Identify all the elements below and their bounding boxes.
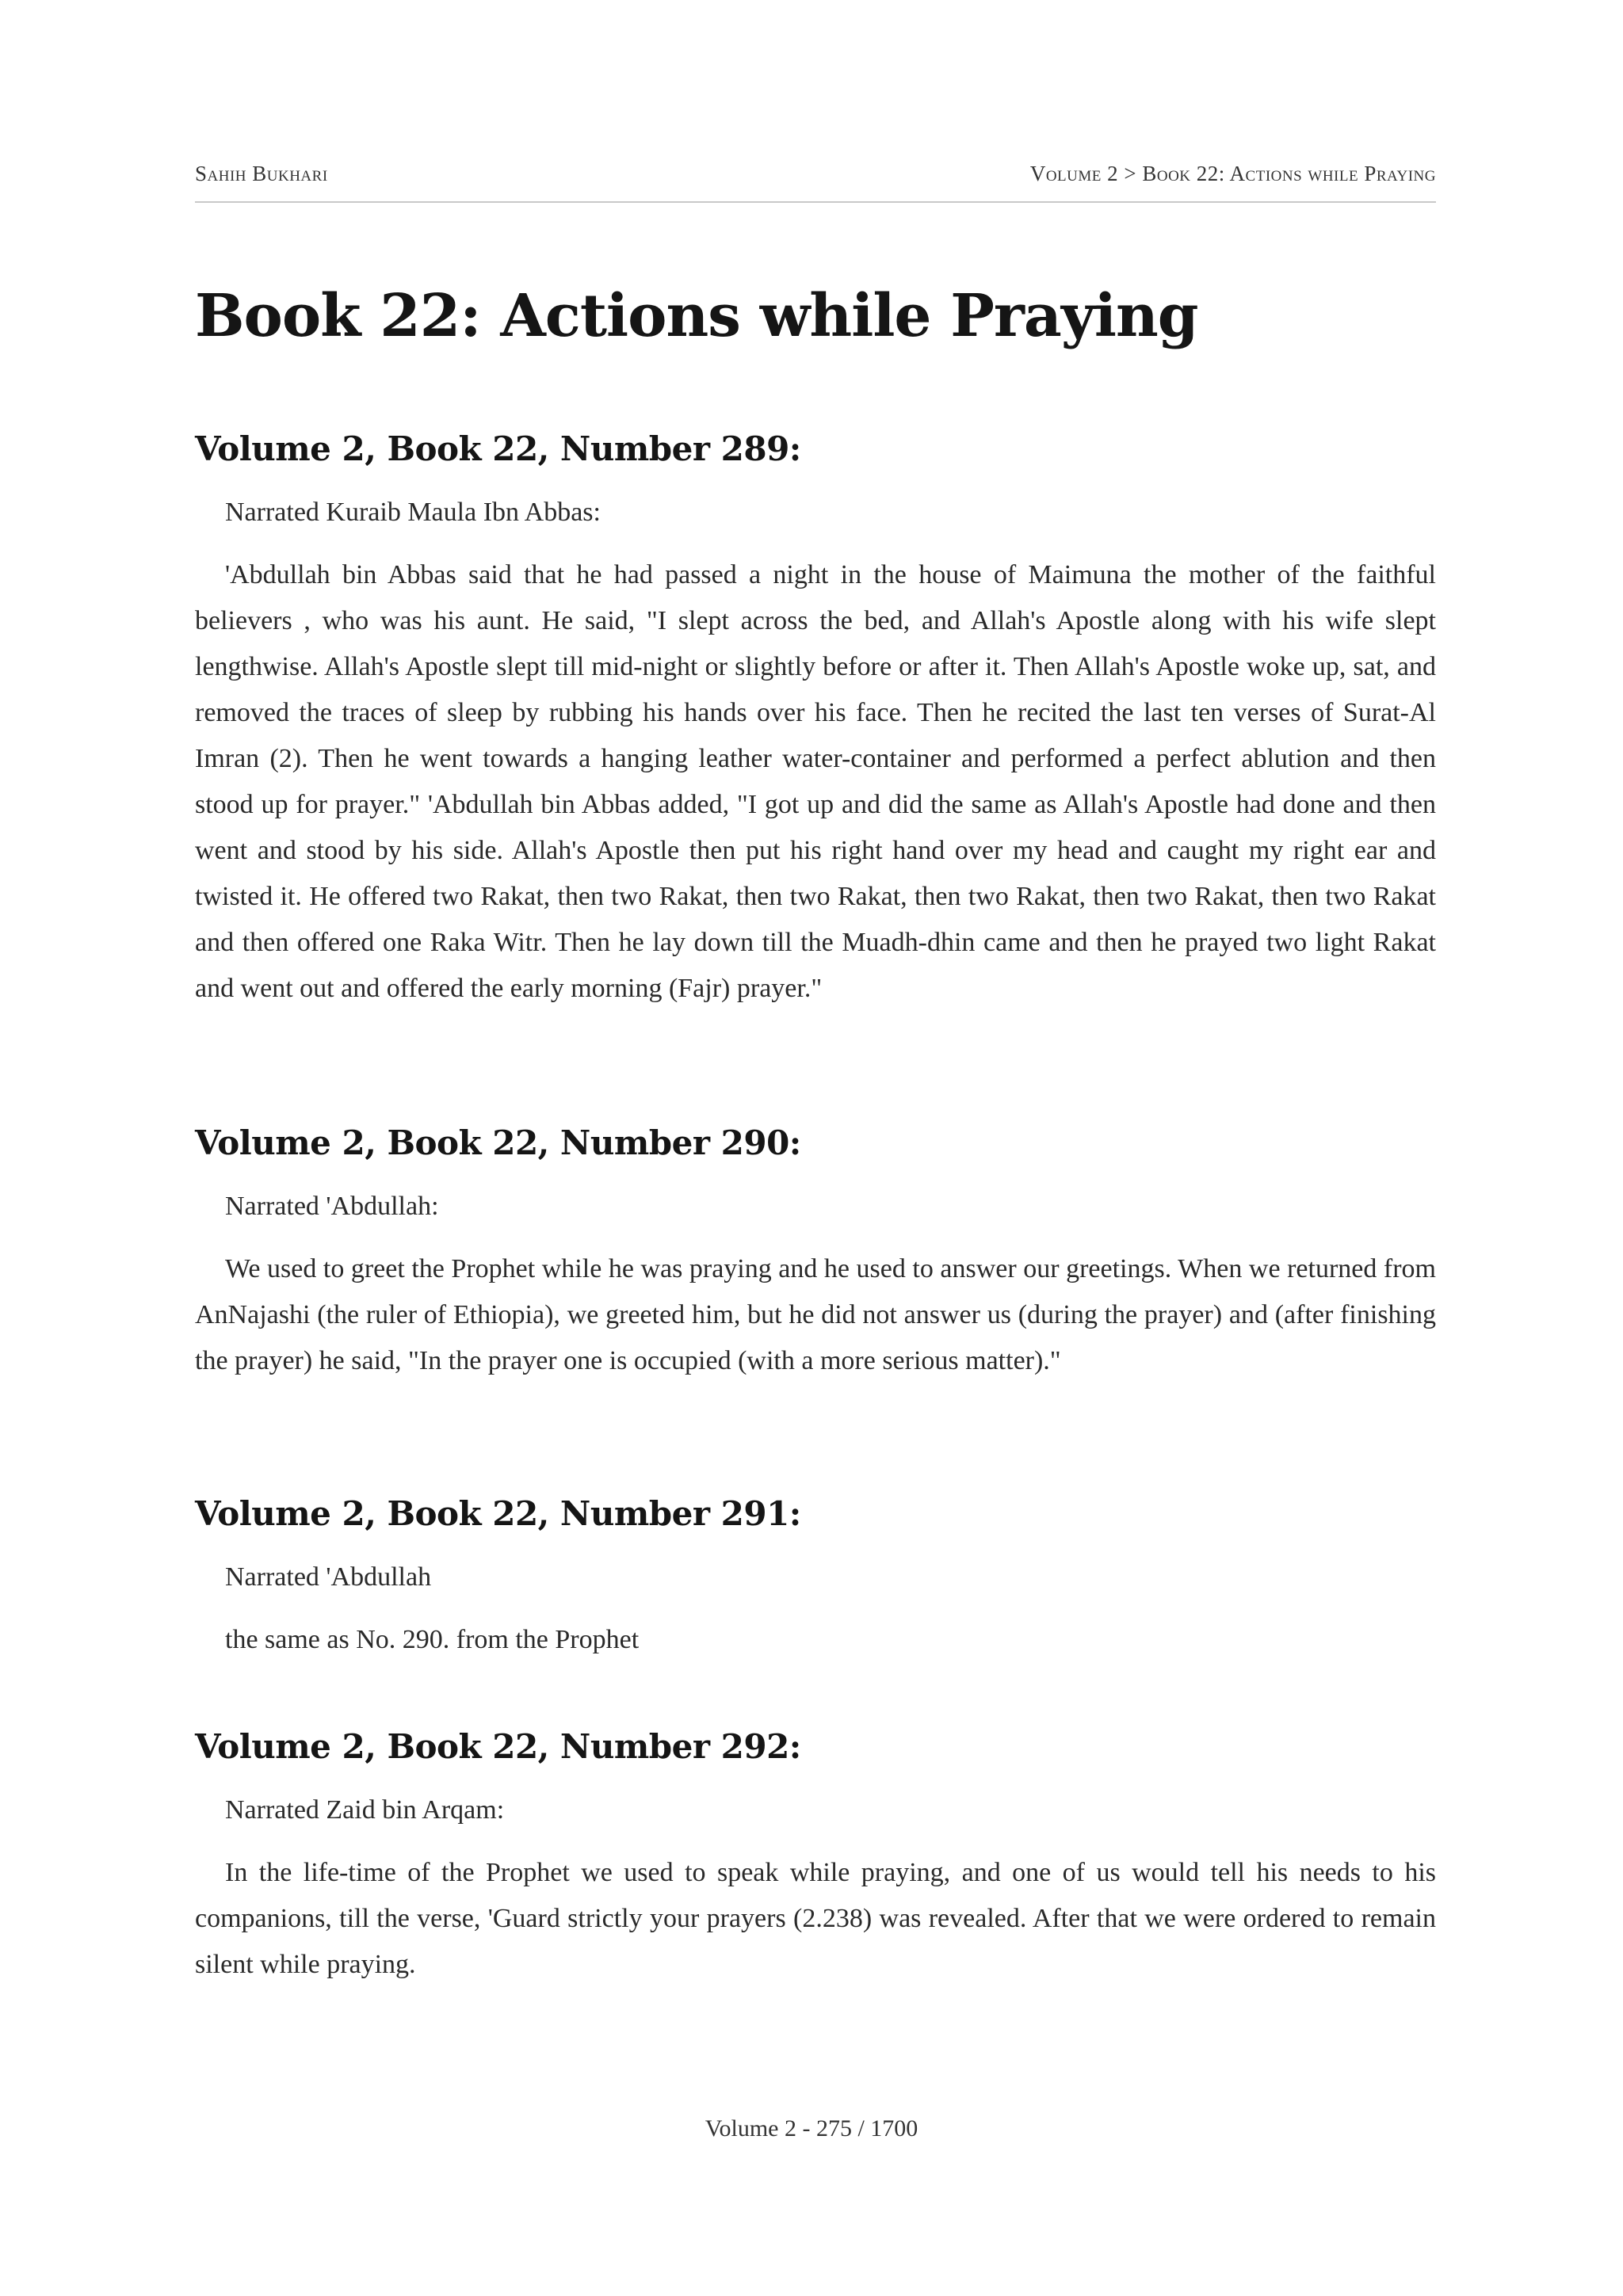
book-title: Book 22: Actions while Praying	[195, 282, 1198, 350]
hadith-heading: Volume 2, Book 22, Number 291:	[195, 1494, 801, 1533]
hadith-text: the same as No. 290. from the Prophet	[225, 1625, 640, 1654]
hadith-text: We used to greet the Prophet while he was praying and he used to answer our greetings. When we returned from AnNajashi (the ruler of Ethiopia), we greeted him, but he did not answer us (during the prayer) and (after finishing the prayer) he said, "In the prayer one is occupied (with a more serious matter)."	[195, 1254, 1436, 1375]
hadith-292	[195, 1727, 1436, 1988]
hadith-text: In the life-time of the Prophet we used to speak while praying, and one of us would tell his needs to his companions, till the verse, 'Guard strictly your prayers (2.238) was revealed. After that we were ordered to remain silent while praying.	[195, 1858, 1436, 1979]
hadith-heading: Volume 2, Book 22, Number 289:	[195, 429, 801, 468]
hadith-narrator: Narrated 'Abdullah:	[225, 1192, 439, 1221]
hadith-narrator: Narrated 'Abdullah	[225, 1562, 432, 1592]
hadith-heading: Volume 2, Book 22, Number 290:	[195, 1123, 801, 1162]
hadith-narrator: Narrated Zaid bin Arqam:	[225, 1795, 505, 1825]
hadith-text: 'Abdullah bin Abbas said that he had passed a night in the house of Maimuna the mother of the faithful believers , who was his aunt. He said, "I slept across the bed, and Allah's Apostle along with his wife slept lengthwise. Allah's Apostle slept till mid-night or slightly before or after it. Then Allah's Apostle woke up, sat, and removed the traces of sleep by rubbing his hands over his face. Then he recited the last ten verses of Surat-Al Imran (2). Then he went towards a hanging leather water-container and performed a perfect ablution and then stood up for prayer." 'Abdullah bin Abbas added, "I got up and did the same as Allah's Apostle had done and then went and stood by his side. Allah's Apostle then put his right hand over my head and caught my right ear and twisted it. He offered two Rakat, then two Rakat, then two Rakat, then two Rakat, then two Rakat, then two Rakat and then offered one Raka Witr. Then he lay down till the Muadh-dhin came and then he prayed two light Rakat and went out and offered the early morning (Fajr) prayer."	[195, 560, 1436, 1003]
header-collection-title: Sahih Bukhari	[195, 162, 328, 185]
header-breadcrumb: Volume 2 > Book 22: Actions while Praying	[1029, 162, 1436, 185]
page-footer: Volume 2 - 275 / 1700	[705, 2115, 918, 2142]
running-header	[195, 162, 1436, 203]
hadith-291	[195, 1494, 1436, 1663]
hadith-narrator: Narrated Kuraib Maula Ibn Abbas:	[225, 498, 601, 527]
hadith-heading: Volume 2, Book 22, Number 292:	[195, 1727, 801, 1766]
hadith-289	[195, 429, 1436, 1012]
hadith-290	[195, 1123, 1436, 1384]
